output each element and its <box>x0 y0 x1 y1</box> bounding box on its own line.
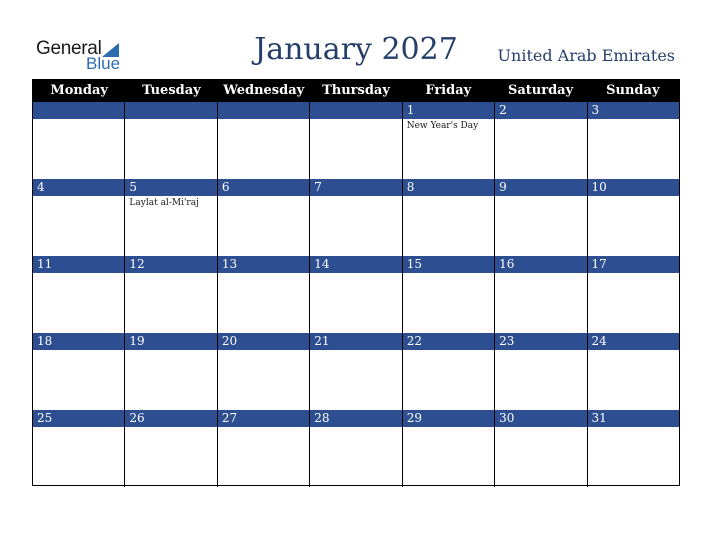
day-cell <box>309 102 401 179</box>
day-number <box>310 102 401 119</box>
weekday-header: Friday <box>425 83 472 98</box>
day-cell <box>33 102 124 179</box>
day-number: 13 <box>218 256 309 273</box>
day-number <box>33 102 124 119</box>
logo-general-text: General <box>36 38 102 59</box>
day-number: 5 <box>125 179 216 196</box>
day-cell <box>587 102 679 179</box>
weekday-header: Tuesday <box>142 83 201 98</box>
day-number: 18 <box>33 333 124 350</box>
day-cell <box>124 410 216 487</box>
day-number: 24 <box>588 333 679 350</box>
day-number: 19 <box>125 333 216 350</box>
day-cell <box>494 256 586 333</box>
day-cell <box>124 179 216 256</box>
weekday-header-row <box>33 80 679 102</box>
country-label: United Arab Emirates <box>497 46 675 65</box>
week-row <box>33 333 679 410</box>
weekday-header: Monday <box>50 83 108 98</box>
day-number: 3 <box>588 102 679 119</box>
day-number: 15 <box>403 256 494 273</box>
holiday-label: Laylat al-Mi'raj <box>129 198 199 208</box>
day-cell <box>402 256 494 333</box>
day-cell <box>587 179 679 256</box>
day-cell <box>217 179 309 256</box>
day-number <box>125 102 216 119</box>
day-number: 2 <box>495 102 586 119</box>
day-cell <box>124 333 216 410</box>
day-cell <box>494 102 586 179</box>
day-cell <box>124 256 216 333</box>
page-title: January 2027 <box>254 32 458 67</box>
calendar-grid <box>32 79 680 486</box>
day-number: 14 <box>310 256 401 273</box>
weekday-header: Saturday <box>507 83 574 98</box>
holiday-label: New Year's Day <box>406 121 479 131</box>
day-cell <box>587 410 679 487</box>
day-cell <box>217 333 309 410</box>
day-cell <box>587 256 679 333</box>
day-number: 6 <box>218 179 309 196</box>
day-cell <box>494 179 586 256</box>
day-cell <box>402 179 494 256</box>
day-number: 20 <box>218 333 309 350</box>
weekday-header: Sunday <box>606 83 660 98</box>
day-cell <box>587 333 679 410</box>
day-cell <box>33 256 124 333</box>
day-number <box>218 102 309 119</box>
day-number: 21 <box>310 333 401 350</box>
day-number: 1 <box>403 102 494 119</box>
day-number: 17 <box>588 256 679 273</box>
day-cell <box>309 179 401 256</box>
day-cell <box>33 333 124 410</box>
day-number: 11 <box>33 256 124 273</box>
day-number: 25 <box>33 410 124 427</box>
day-cell <box>402 333 494 410</box>
week-row <box>33 256 679 333</box>
weekday-header: Thursday <box>322 83 390 98</box>
day-number: 7 <box>310 179 401 196</box>
day-cell <box>217 102 309 179</box>
day-number: 16 <box>495 256 586 273</box>
day-cell <box>402 102 494 179</box>
week-row <box>33 410 679 487</box>
day-cell <box>217 256 309 333</box>
day-number: 8 <box>403 179 494 196</box>
day-cell <box>33 410 124 487</box>
day-number: 23 <box>495 333 586 350</box>
day-cell <box>309 410 401 487</box>
day-number: 26 <box>125 410 216 427</box>
day-cell <box>217 410 309 487</box>
day-number: 31 <box>588 410 679 427</box>
logo-blue-text: Blue <box>86 54 121 73</box>
day-number: 9 <box>495 179 586 196</box>
day-number: 22 <box>403 333 494 350</box>
day-cell <box>402 410 494 487</box>
day-cell <box>33 179 124 256</box>
day-cell <box>309 256 401 333</box>
day-number: 12 <box>125 256 216 273</box>
week-row <box>33 179 679 256</box>
day-cell <box>309 333 401 410</box>
day-number: 30 <box>495 410 586 427</box>
day-cell <box>494 333 586 410</box>
day-cell <box>494 410 586 487</box>
weekday-header: Wednesday <box>223 83 305 98</box>
week-row <box>33 102 679 179</box>
weeks-container <box>33 102 679 487</box>
day-number: 10 <box>588 179 679 196</box>
day-number: 27 <box>218 410 309 427</box>
day-number: 4 <box>33 179 124 196</box>
day-cell <box>124 102 216 179</box>
day-number: 29 <box>403 410 494 427</box>
day-number: 28 <box>310 410 401 427</box>
